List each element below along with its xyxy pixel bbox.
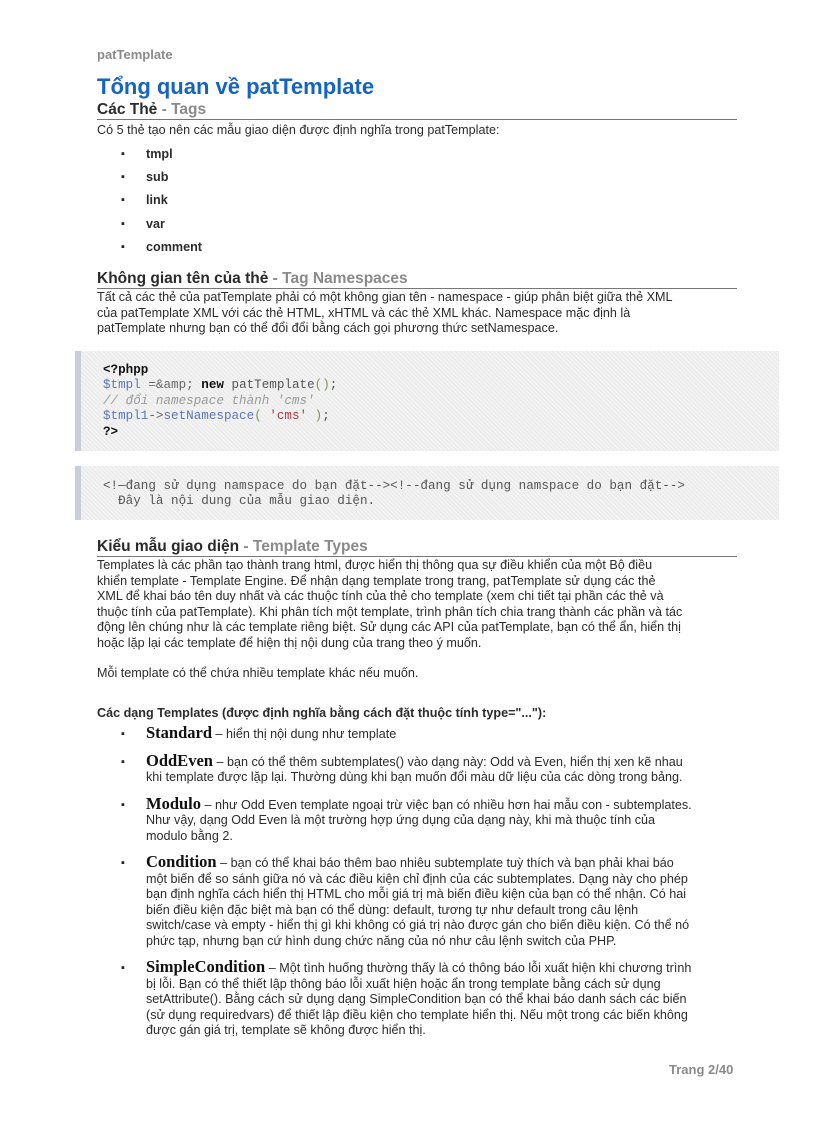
text-line: – Một tình huống thường thấy là có thông báo lỗi xuất hiện khi chương trình (265, 961, 692, 975)
text-line: khi template được lặp lại. Thường dùng khi bạn muốn đổi màu dữ liệu của các dòng trong bảng. (146, 770, 683, 784)
text-line: của patTemplate XML với các thẻ HTML, xHTML và các thẻ XML khác. Namespace mặc định là (97, 305, 631, 320)
text-line: phức tạp, nhưng bạn cứ hình dung chức năng của nó như câu lệnh switch của PHP. (146, 933, 617, 948)
text-line: Như vậy, dạng Odd Even là một trường hợp ứng dụng của dạng này, khi mà thuộc tính của (146, 813, 656, 827)
text-line: modulo bằng 2. (146, 828, 233, 843)
text-line: bị lỗi. Bạn có thể thiết lập thông báo lỗi xuất hiện hoặc ẩn trong template bằng cách sử dụng (146, 976, 661, 991)
heading-en: - Tag Namespaces (268, 270, 408, 287)
code-line: <?phpp (103, 363, 149, 377)
code-line: <!—đang sử dụng namspace do bạn đặt--><!--đang sử dụng namspace do bạn đặt--> (103, 479, 685, 493)
text-line: – như Odd Even template ngoại trừ việc bạn có nhiều hơn hai mẫu con - subtemplates. (201, 797, 692, 812)
heading-en: - Tags (157, 101, 207, 118)
text-line: Templates là các phần tạo thành trang html, được hiển thị thông qua sự điều khiển của một Bộ điều (97, 558, 653, 572)
text-line: switch/case và empty - hiển thị gì khi không có giá trị nào được gán cho biến điều kiện. Có thể nó (146, 918, 690, 932)
template-types-paragraph (97, 558, 737, 651)
text-line: khiển template - Template Engine. Để nhận dạng template trong trang, patTemplate sử dụng các thẻ (97, 573, 656, 588)
template-types-subheading: Các dạng Templates (được định nghĩa bằng cách đặt thuộc tính type="..."): (97, 706, 547, 720)
text-line: biến điều kiện đặc biệt mà bạn có thể dùng: default, tương tự như default trong câu lệnh (146, 902, 639, 917)
heading-vi: Kiểu mẫu giao diện (97, 538, 240, 555)
heading-vi: Không gian tên của thẻ (97, 270, 269, 287)
page-number: Trang 2/40 (669, 1062, 734, 1077)
section-heading-template-types (97, 538, 737, 557)
text-line: (sử dụng requiredvars) để thiết lập điều kiện cho template hiển thị. Nếu một trong các biến không (146, 1007, 688, 1022)
type-name: Standard (146, 723, 213, 742)
page-title: Tổng quan về patTemplate (97, 74, 375, 99)
section-heading-tags (97, 101, 737, 120)
tag-list (97, 146, 202, 262)
text-line: hoặc lặp lại các template để hiện thị nội dung của trang theo ý muốn. (97, 635, 482, 650)
heading-en: - Template Types (239, 538, 368, 555)
type-name: SimpleCondition (146, 957, 266, 976)
code-line: $tmpl1->setNamespace( 'cms' ); (103, 409, 330, 424)
template-note: Mỗi template có thể chứa nhiều template khác nếu muốn. (97, 666, 419, 680)
code-block-xml (75, 466, 779, 520)
namespace-paragraph (97, 290, 737, 337)
tags-intro: Có 5 thẻ tạo nên các mẫu giao diện được định nghĩa trong patTemplate: (97, 123, 500, 137)
list-item (97, 750, 737, 786)
text-line: setAttribute(). Bằng cách sử dụng dạng SimpleCondition bạn có thể khai báo danh sách các biến (146, 992, 687, 1006)
text-line: – bạn có thể thêm subtemplates() vào dạng này: Odd và Even, hiển thị xen kẽ nhau (212, 754, 683, 769)
text-line: thuộc tính của patTemplate). Khi phân tích một template, trình phân tích chia trang thành các phần và tác (97, 604, 683, 619)
heading-vi: Các Thẻ (97, 101, 158, 118)
running-header: patTemplate (97, 47, 173, 62)
list-item: ▪ link (97, 192, 202, 215)
list-item: ▪ comment (97, 239, 202, 262)
text-line: – bạn có thể khai báo thêm bao nhiêu subtemplate tuỳ thích và bạn phải khai báo (216, 856, 674, 870)
text-line: patTemplate nhưng bạn có thể đổi đổi bằng cách gọi phương thức setNamespace. (97, 321, 559, 335)
list-item: ▪ var (97, 216, 202, 239)
list-item (97, 725, 737, 743)
list-item (97, 959, 737, 1039)
text-line: – hiển thị nội dung như template (212, 727, 397, 741)
type-name: OddEven (146, 750, 213, 770)
template-type-list (97, 725, 737, 1039)
text-line: XML để khai báo tên duy nhất và các thuộc tính của thẻ cho template (xem chi tiết tại phần các thẻ và (97, 589, 664, 603)
code-line: Đây là nội dung của mẫu giao diện. (103, 494, 376, 509)
code-line: // đổi namespace thành 'cms' (103, 393, 315, 408)
text-line: bạn định nghĩa cách hiển thị HTML cho mỗi giá trị mà biến điều kiện của bạn có thể nhận. Có hai (146, 887, 686, 901)
code-line: $tmpl =&amp; new patTemplate(); (103, 378, 338, 393)
list-item (97, 793, 737, 845)
list-item: ▪ sub (97, 169, 202, 192)
type-name: Condition (146, 852, 217, 871)
text-line: Tất cả các thẻ của patTemplate phải có một không gian tên - namespace - giúp phân biệt giữa thẻ XML (97, 290, 673, 304)
type-name: Modulo (146, 793, 202, 813)
text-line: một biến để so sánh giữa nó và các điều kiện chỉ định của các subtemplates. Dạng này cho phép (146, 871, 688, 886)
text-line: động lên chúng như là các template riêng biệt. Sử dụng các API của patTemplate, bạn có thể ẩn, hiển thị (97, 620, 681, 634)
list-item (97, 854, 737, 949)
code-line: ?> (103, 424, 119, 439)
text-line: được gán giá trị, template sẽ không được hiển thị. (146, 1023, 426, 1037)
list-item: ▪ tmpl (97, 146, 202, 169)
section-heading-namespaces (97, 270, 737, 289)
code-block-php (75, 351, 779, 451)
